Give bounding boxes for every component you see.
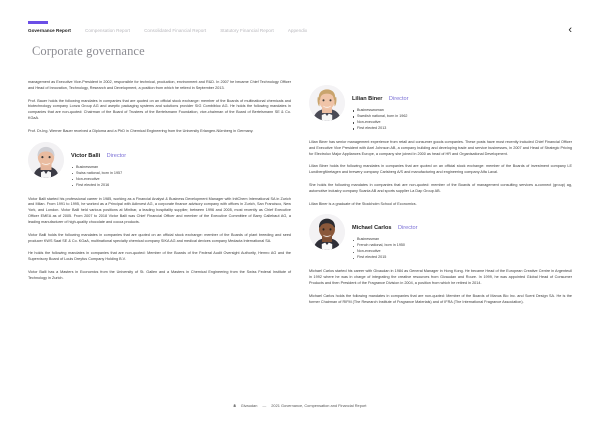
paragraph: Victor Balli holds the following mandates in companies that are quoted on an official stock exchange: member of the Boards of plant breeding and seed producer KWS Saat SE & Co. KGaA, multinational specialty chemical company SIKA AG and medical devices company Medacta International SA.: [28, 232, 291, 243]
profile-fact: First elected 2013: [352, 126, 409, 132]
profile-fact: First elected 2015: [352, 255, 418, 261]
profile-role: Director: [106, 152, 127, 159]
paragraph: management as Executive Vice-President in 2002, responsible for technical, production, environment and R&D. In 2007 he became Chief Technology Officer and Head of Innovation, Technology, Research and Development, a position from which he retired in September 2013.: [28, 80, 291, 90]
profile-card-victor-balli: [28, 142, 291, 189]
nav-item-label: Statutory Financial Report: [220, 28, 274, 33]
profile-facts-list: [352, 108, 409, 132]
paragraph: Michael Carlos started his career with Givaudan in 1984 as General Manager in Hong Kong. He became Head of the European Creative Centre in Argenteuil in 1992 where he was in charge of integrating the creative resources from Givaudan and Roure. In 1999, he was appointed Global Head of Consumer Products and then President of the Fragrance Division in 2004, a position from which he retired in 2014.: [309, 269, 572, 285]
paragraph: Lilian Biner is a graduate of the Stockholm School of Economics.: [309, 201, 417, 206]
nav-item-compensation-report[interactable]: [85, 28, 130, 36]
top-navigation-bar: [0, 0, 600, 36]
paragraph: Prof. Bauer holds the following mandates in companies that are quoted on an official stock exchange: member of the Boards of multinational chemicals and biotechnology company Lonza Group AG and aseptic packaging systems and solutions provider SIG Combibloc AG. He holds the following mandates in companies that are non-quoted: Chairman of the Board of Trustees of the Bertelsmann Foundation, vice-chairman of the Board of Bertelsmann SE & Co. KGaA.: [28, 98, 291, 121]
page-footer: [0, 403, 600, 408]
profile-fact: Swiss national, born in 1957: [71, 171, 126, 177]
paragraph: Michael Carlos holds the following mandates in companies that are non-quoted: Member of the Boards of Manus Bio Inc. and Scent Design SA. He is the former Chairman of RIFM (The Research Institute of Fragrance Materials) and of IFRA (The International Fragrance Association).: [309, 293, 572, 304]
profile-fact: Non-executive: [71, 177, 126, 183]
nav-item-label: Appendix: [287, 28, 308, 33]
active-tab-marker: [28, 21, 48, 24]
profile-fact: Non-executive: [352, 120, 409, 126]
profile-card-michael-carlos: [309, 214, 572, 261]
profile-fact: French national, born in 1950: [352, 243, 418, 249]
profile-heading: [352, 216, 418, 234]
profile-info: [352, 214, 418, 261]
profile-name: Victor Balli: [71, 152, 101, 159]
nav-item-label: Governance Report: [28, 28, 71, 33]
profile-fact: Businessman: [71, 165, 126, 171]
profile-card-lilian-biner: [309, 85, 572, 132]
right-column: [309, 80, 572, 312]
profile-fact: Swedish national, born in 1962: [352, 114, 409, 120]
profile-fact: Businessman: [352, 237, 418, 243]
footer-separator: —: [262, 403, 267, 408]
content-columns: [0, 80, 600, 312]
footer-report-name: 2021 Governance, Compensation and Financial Report: [271, 403, 367, 408]
nav-item-appendix[interactable]: [288, 28, 307, 36]
nav-item-consolidated-financial-report[interactable]: [144, 28, 206, 36]
paragraph: Lilian Biner holds the following mandates in companies that are quoted on an official stock exchange: member of the Boards of investment company LE Lundbergföretagen and brewery company Carlsberg A/S and manufacturing and engineering company Alfa Laval.: [309, 164, 572, 175]
profile-info: [352, 85, 409, 132]
paragraph: Victor Balli started his professional career in 1985, working as a Financial Analyst & Business Development Manager with InitChem International SA in Zurich and Milan. From 1991 to 1995, he worked as a Principal with Adinvest AG, a corporate finance advisory company with offices in Zurich, San Francisco, New York, and London. Victor Balli held various positions at Minibar, a leading hospitality supplier, between 1996 and 2005, most recently as Chief Executive Officer EMEA as of 2005. From 2007 to 2018 Victor Balli was Chief Financial Officer and member of the Executive Committee of Barry Callebaut AG, a leading manufacturer of high-quality chocolate and cocoa products.: [28, 196, 291, 224]
profile-fact: First elected in 2016: [71, 183, 126, 189]
profile-heading: [352, 87, 409, 105]
profile-role: Director: [397, 225, 418, 232]
paragraph: She holds the following mandates in companies that are non-quoted: member of the Boards of management consulting services a-connect (group) ag, automotive industry company Scania AB and sports supplier La Dap Group AB.: [309, 183, 572, 193]
avatar: [309, 214, 345, 250]
nav-item-list: [28, 28, 568, 36]
footer-brand: Givaudan: [240, 403, 258, 408]
paragraph: Prof. Dr-Ing. Werner Bauer received a Diploma and a PhD in Chemical Engineering from the University Erlangen-Nürnberg in Germany.: [28, 128, 254, 133]
paragraph: Lilian Biner has senior management experience from retail and consumer goods companies. These posts have most recently included Chief Financial Officer and Executive Vice President with Axel Johnson AB, a company building and developing trade and service businesses, in 2007 and Head of Strategic Pricing for Electrolux Major Appliances Europe, a company she joined in 2000 as head of HR and Organisational Development.: [309, 139, 572, 156]
footer-page-number: 8: [233, 403, 236, 408]
profile-name: Lilian Biner: [352, 96, 383, 102]
avatar: [309, 85, 345, 121]
paragraph: Victor Balli has a Masters in Economics from the University of St. Gallen and a Masters in Chemical Engineering from the Swiss Federal Institute of Technology in Zurich.: [28, 269, 291, 280]
page-title: Corporate governance: [32, 44, 145, 58]
chevron-left-icon[interactable]: ‹: [568, 24, 572, 36]
nav-item-label: Consolidated Financial Report: [144, 28, 207, 33]
profile-name: Michael Carlos: [352, 225, 392, 232]
nav-item-statutory-financial-report[interactable]: [220, 28, 274, 36]
profile-role: Director: [388, 96, 409, 102]
nav-item-label: Compensation Report: [84, 28, 131, 33]
avatar: [28, 142, 64, 178]
profile-heading: [71, 144, 126, 162]
profile-facts-list: [352, 237, 418, 261]
paragraph: He holds the following mandates in companies that are non-quoted: Member of the Boards of the Federal Audit Oversight Authority, Hemro AG and the Supervisory Board of Louis Dreyfus Company Holding B.V.: [28, 251, 291, 262]
nav-item-governance-report[interactable]: [28, 28, 71, 36]
profile-facts-list: [71, 165, 126, 189]
profile-fact: Non-executive: [352, 249, 418, 255]
profile-info: [71, 142, 126, 189]
left-column: [28, 80, 291, 312]
profile-fact: Businesswoman: [352, 108, 409, 114]
